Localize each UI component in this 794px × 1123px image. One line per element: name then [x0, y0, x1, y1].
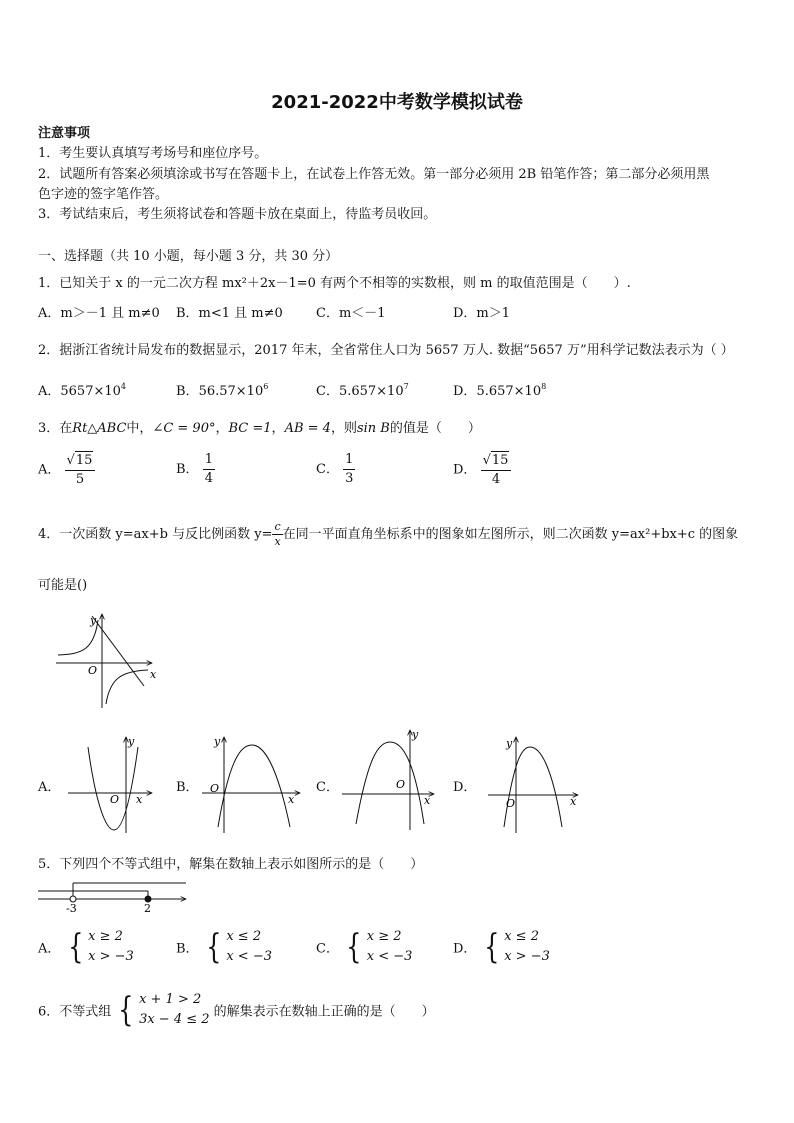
tick-label-2: 2: [144, 902, 151, 914]
q5-option-a: A． { x ≥ 2 x > −3: [38, 927, 134, 967]
x-label: x: [570, 795, 577, 808]
parabola: [504, 747, 562, 827]
q6-text: 6．不等式组 { x + 1 > 2 3x − 4 ≤ 2 的解集表示在数轴上正确的是（ ）: [38, 990, 435, 1030]
parabola: [218, 745, 290, 827]
notice-item: 1．考生要认真填写考场号和座位序号。: [38, 146, 268, 161]
notice-item: 3．考试结束后，考生须将试卷和答题卡放在桌面上，待监考员收回。: [38, 207, 437, 222]
origin-label: O: [506, 797, 516, 810]
q4-option-b-graph: [200, 735, 305, 835]
notice-item: 2．试题所有答案必须填涂或书写在答题卡上，在试卷上作答无效。第一部分必须用 2B 铅笔作答；第二部分必须用黑: [38, 167, 710, 182]
q4-option-d-label: D．: [453, 780, 477, 795]
q5-text: 5．下列四个不等式组中，解集在数轴上表示如图所示的是（ ）: [38, 857, 424, 872]
y-label: y: [412, 728, 419, 741]
q4-text-cont: 可能是(): [38, 578, 88, 593]
q1-option-d: D．m＞1: [453, 306, 511, 321]
q4-option-a-graph: [66, 735, 156, 835]
q5-number-line: [36, 874, 196, 914]
q4-option-d-graph: [486, 735, 586, 835]
y-label: y: [506, 737, 513, 750]
origin-label: O: [88, 664, 98, 677]
q1-option-b: B．m<1 且 m≠0: [176, 306, 283, 321]
q3-option-a: A． $\frac{√15}{5}$: [38, 451, 95, 489]
q3-option-d: D． $\frac{√15}{4}$: [453, 451, 511, 489]
tick-label-neg3: -3: [66, 902, 77, 914]
q4-option-b-label: B．: [176, 780, 199, 795]
origin-label: O: [210, 782, 220, 795]
q2-option-c: C．$5.657\times 10^7$: [316, 382, 409, 399]
x-label: x: [150, 668, 157, 681]
q2-text: 2．据浙江省统计局发布的数据显示，2017 年末，全省常住人口为 5657 万人. 数据“5657 万”用科学记数法表示为（ ）: [38, 343, 734, 358]
notice-heading: 注意事项: [38, 126, 91, 141]
hyperbola-lower-branch: [106, 670, 148, 704]
q4-option-a-label: A．: [38, 780, 61, 795]
q1-option-a: A．m＞－1 且 m≠0: [38, 306, 160, 321]
q3-text: 3．在Rt△ABC中，∠C = 90°，BC =1，AB = 4，则sin B的值是（ ）: [38, 421, 481, 436]
y-label: y: [214, 735, 221, 748]
notice-item: 色字迹的签字笔作答。: [38, 187, 169, 202]
q4-text: 4．一次函数 y=ax+b 与反比例函数 y= $\frac{c}{x}$ 在同一平面直角坐标系中的图象如左图所示，则二次函数 y=ax²+bx+c 的图象: [38, 520, 739, 548]
q5-option-d: D． { x ≤ 2 x > −3: [453, 927, 550, 967]
y-label: y: [90, 614, 97, 627]
x-label: x: [424, 794, 431, 807]
y-label: y: [128, 735, 135, 748]
q5-option-c: C． { x ≥ 2 x < −3: [316, 927, 413, 967]
q5-option-b: B． { x ≤ 2 x < −3: [176, 927, 272, 967]
q3-option-b: B． $\frac{1}{4}$: [176, 452, 213, 486]
q4-option-c-label: C．: [316, 780, 339, 795]
q4-option-c-graph: [340, 728, 440, 832]
origin-label: O: [110, 793, 120, 806]
q2-option-d: D．$5.657\times 10^8$: [453, 382, 547, 399]
q4-reference-graph: [52, 610, 162, 710]
q2-option-b: B．$56.57\times 10^6$: [176, 382, 269, 399]
parabola: [88, 747, 138, 830]
q2-option-a: A．$5657\times 10^4$: [38, 382, 127, 399]
q1-text: 1．已知关于 x 的一元二次方程 mx²＋2x－1=0 有两个不相等的实数根，则 m 的取值范围是（ ）.: [38, 276, 631, 291]
x-label: x: [288, 793, 295, 806]
origin-label: O: [396, 778, 406, 791]
q1-option-c: C．m＜－1: [316, 306, 386, 321]
parabola: [356, 742, 424, 824]
page-title: 2021-2022中考数学模拟试卷: [271, 92, 523, 113]
x-label: x: [136, 793, 143, 806]
q3-option-c: C． $\frac{1}{3}$: [316, 452, 354, 486]
linear-function-line: [92, 616, 144, 686]
section-heading: 一、选择题（共 10 小题，每小题 3 分，共 30 分）: [38, 249, 339, 264]
